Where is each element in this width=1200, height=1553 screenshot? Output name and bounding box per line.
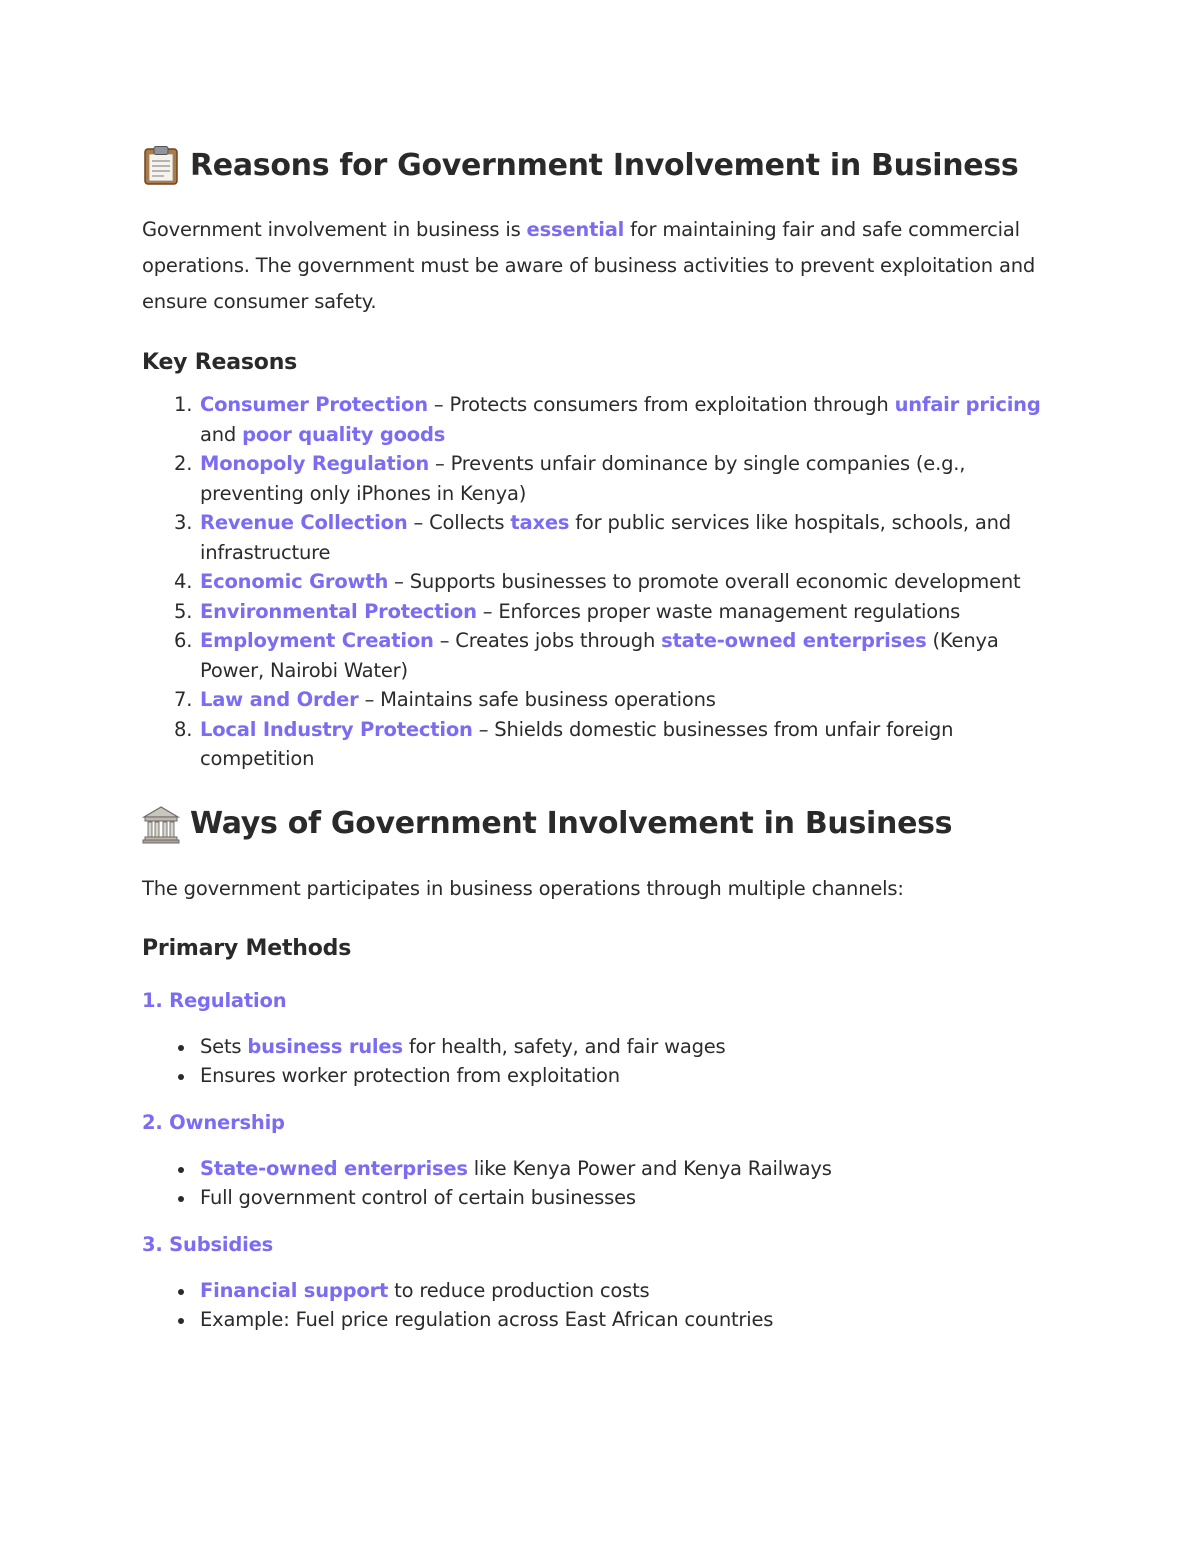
list-number: 7. (174, 688, 193, 711)
list-text: like Kenya Power and Kenya Railways (467, 1156, 832, 1180)
section-title: Ways of Government Involvement in Business (190, 806, 953, 841)
bullet-list (142, 1032, 1062, 1091)
bullet-dot-icon (178, 1196, 184, 1202)
highlight-term: State-owned enterprises (200, 1156, 468, 1180)
intro-text-start: Government involvement in business is (142, 218, 527, 241)
intro-paragraph (142, 212, 1062, 320)
list-text: Full government control of certain businesses (200, 1186, 636, 1209)
list-text: and (200, 422, 243, 446)
list-text: – Supports businesses to promote overall economic development (388, 570, 1021, 593)
list-item (142, 1061, 1062, 1091)
list-number: 8. (174, 717, 193, 741)
list-number: 3. (174, 511, 193, 534)
list-text: for public services like hospitals, schools, and infrastructure (200, 511, 1011, 564)
highlight-term: Law and Order (200, 688, 359, 711)
highlight-term: Monopoly Regulation (200, 452, 430, 475)
highlight-term: Employment Creation (200, 629, 434, 652)
highlight-term: Consumer Protection (200, 393, 428, 416)
highlight-term: Environmental Protection (200, 599, 477, 623)
list-text: – Creates jobs through (433, 629, 662, 652)
list-item (142, 567, 1062, 597)
list-text: – Enforces proper waste management regulations (476, 599, 961, 623)
list-text: – Maintains safe business operations (358, 688, 716, 711)
highlight-term: Financial support (200, 1278, 389, 1302)
intro-text-end: for maintaining fair and safe commercial operations. The government must be aware of business activities to prevent exploitation and ensure consumer safety. (142, 218, 1036, 313)
subheading-key-reasons: Key Reasons (142, 350, 298, 375)
bullet-dot-icon (178, 1074, 184, 1080)
highlight-term: Local Industry Protection (200, 717, 473, 741)
clipboard-icon (142, 145, 180, 185)
list-item (142, 715, 1062, 774)
section-heading-reasons (142, 145, 1062, 185)
bullet-list (142, 1276, 1062, 1335)
list-text: Ensures worker protection from exploitation (200, 1064, 620, 1087)
list-text: for health, safety, and fair wages (402, 1034, 726, 1058)
method-heading: 3. Subsidies (142, 1232, 274, 1256)
highlight-term: business rules (247, 1034, 403, 1058)
list-text: Sets (200, 1034, 248, 1058)
list-item (142, 1183, 1062, 1213)
highlight-term: taxes (510, 511, 570, 534)
list-number: 2. (174, 452, 193, 475)
list-text: Example: Fuel price regulation across East African countries (200, 1308, 774, 1331)
methods-intro-paragraph: The government participates in business operations through multiple channels: (142, 876, 904, 900)
list-text: – Collects (407, 511, 511, 534)
list-text: to reduce production costs (388, 1278, 650, 1302)
list-text: – Prevents unfair dominance by single companies (e.g., preventing only iPhones in Kenya) (200, 452, 966, 505)
bullet-dot-icon (178, 1289, 184, 1295)
list-item (142, 1276, 1062, 1306)
bullet-dot-icon (178, 1167, 184, 1173)
list-item (142, 508, 1062, 567)
list-text: (Kenya Power, Nairobi Water) (200, 629, 999, 682)
bullet-list (142, 1154, 1062, 1213)
list-number: 4. (174, 570, 193, 593)
list-text: – Protects consumers from exploitation through (427, 393, 895, 416)
section-title: Reasons for Government Involvement in Business (190, 147, 1019, 183)
highlight-term: poor quality goods (242, 422, 446, 446)
subheading-primary-methods: Primary Methods (142, 935, 352, 961)
method-heading: 1. Regulation (142, 988, 287, 1012)
document-page (142, 140, 1062, 1335)
list-number: 1. (174, 393, 193, 416)
highlight-term: unfair pricing (894, 393, 1041, 416)
list-item (142, 390, 1062, 449)
bank-building-icon (142, 804, 180, 844)
list-item (142, 1305, 1062, 1335)
list-item (142, 1032, 1062, 1062)
list-item (142, 626, 1062, 685)
list-item (142, 597, 1062, 627)
method-heading: 2. Ownership (142, 1110, 285, 1134)
list-text: – Shields domestic businesses from unfair foreign competition (200, 717, 954, 770)
reasons-list (142, 390, 1062, 774)
list-item (142, 1154, 1062, 1184)
section-heading-ways (142, 804, 1062, 844)
list-number: 6. (174, 629, 193, 652)
highlight-term: state-owned enterprises (661, 629, 927, 652)
list-item (142, 449, 1062, 508)
list-item (142, 685, 1062, 715)
bullet-dot-icon (178, 1045, 184, 1051)
highlight-term: essential (526, 218, 625, 241)
highlight-term: Economic Growth (200, 570, 389, 593)
methods-list (142, 989, 1062, 1335)
bullet-dot-icon (178, 1318, 184, 1324)
highlight-term: Revenue Collection (200, 511, 408, 534)
list-number: 5. (174, 599, 193, 623)
